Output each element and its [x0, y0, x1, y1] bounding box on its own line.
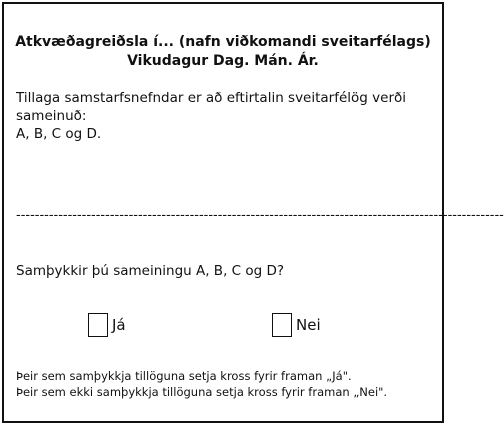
election-title: Atkvæðagreiðsla í... (nafn viðkomandi sveitarfélags) [15, 34, 431, 50]
proposal-description: Tillaga samstarfsnefndar er að eftirtalin sveitarfélög verði sameinuð: [16, 90, 407, 124]
ballot-paper [2, 2, 504, 423]
instruction-yes: Þeir sem samþykkja tillöguna setja kross fyrir framan „Já". [16, 369, 352, 383]
instruction-no: Þeir sem ekki samþykkja tillöguna setja kross fyrir framan „Nei". [16, 385, 388, 399]
dashed-divider: -------------------------------------------------------------------------------------------------------- [16, 208, 504, 223]
option-yes [88, 313, 126, 337]
proposal-text [16, 89, 434, 143]
ballot-header [4, 33, 442, 71]
no-label: Nei [296, 316, 321, 334]
no-checkbox[interactable] [272, 313, 292, 337]
ballot-question: Samþykkir þú sameiningu A, B, C og D? [16, 263, 285, 279]
option-no [272, 313, 321, 337]
voting-instructions [16, 368, 387, 400]
yes-checkbox[interactable] [88, 313, 108, 337]
election-date: Vikudagur Dag. Mán. Ár. [127, 53, 319, 69]
proposal-municipalities: A, B, C og D. [16, 126, 102, 142]
yes-label: Já [112, 316, 126, 334]
